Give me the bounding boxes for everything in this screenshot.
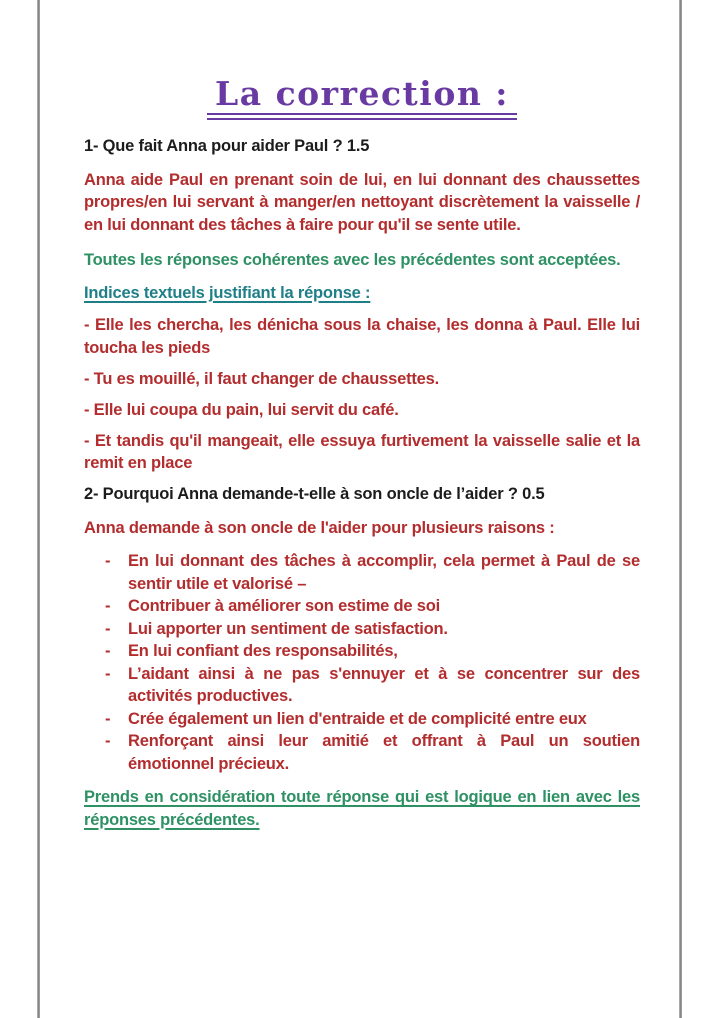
reason-text-7: Renforçant ainsi leur amitié et offrant à Paul un soutien émotionnel précieux.: [128, 732, 640, 773]
list-item: [105, 640, 640, 663]
reason-text-2: Contribuer à améliorer son estime de soi: [128, 597, 441, 616]
reason-text-1: En lui donnant des tâches à accomplir, cela permet à Paul de se sentir utile et valorisé –: [128, 552, 640, 593]
indice-item-4: - Et tandis qu'il mangeait, elle essuya furtivement la vaisselle salie et la remit en place: [84, 431, 640, 473]
dash-bullet: -: [105, 597, 111, 616]
page-edge-right-rule: [679, 0, 682, 1018]
page-edge-left-rule: [37, 0, 40, 1018]
dash-bullet: -: [105, 732, 111, 751]
dash-bullet: -: [105, 642, 111, 661]
answer-1: Anna aide Paul en prenant soin de lui, en lui donnant des chaussettes propres/en lui servant à manger/en nettoyant discrètement la vaisselle / en lui donnant des tâches à faire pour qu'il se sente utile.: [84, 170, 640, 234]
note-accepted-answers: Toutes les réponses cohérentes avec les précédentes sont acceptées.: [84, 251, 621, 270]
indices-heading: Indices textuels justifiant la réponse :: [84, 283, 371, 302]
indice-item-1: - Elle les chercha, les dénicha sous la chaise, les donna à Paul. Elle lui toucha les pieds: [84, 316, 640, 357]
final-note: Prends en considération toute réponse qui est logique en lien avec les réponses précédentes.: [84, 788, 640, 829]
list-item: [105, 550, 640, 595]
dash-bullet: -: [105, 664, 111, 683]
question-2: 2- Pourquoi Anna demande-t-elle à son oncle de l’aider ? 0.5: [84, 485, 545, 504]
indice-item-3: - Elle lui coupa du pain, lui servit du café.: [84, 400, 399, 419]
reason-text-6: Crée également un lien d'entraide et de complicité entre eux: [128, 709, 587, 728]
list-item: [105, 730, 640, 775]
answer-2-intro: Anna demande à son oncle de l'aider pour plusieurs raisons :: [84, 518, 555, 537]
dash-bullet: -: [105, 552, 111, 571]
reason-text-3: Lui apporter un sentiment de satisfaction.: [128, 619, 448, 638]
list-item: [105, 663, 640, 708]
list-item: [105, 618, 640, 641]
dash-bullet: -: [105, 619, 111, 638]
title-block: [84, 76, 640, 120]
reasons-list: [84, 550, 640, 775]
indice-item-2: - Tu es mouillé, il faut changer de chaussettes.: [84, 369, 440, 388]
dash-bullet: -: [105, 709, 111, 728]
question-1: 1- Que fait Anna pour aider Paul ? 1.5: [84, 137, 370, 156]
list-item: [105, 708, 640, 731]
reason-text-5: L’aidant ainsi à ne pas s'ennuyer et à se concentrer sur des activités productives.: [128, 664, 640, 706]
document-content: [84, 76, 640, 842]
page-title: La correction :: [207, 76, 517, 120]
reason-text-4: En lui confiant des responsabilités,: [128, 642, 398, 661]
list-item: [105, 595, 640, 618]
